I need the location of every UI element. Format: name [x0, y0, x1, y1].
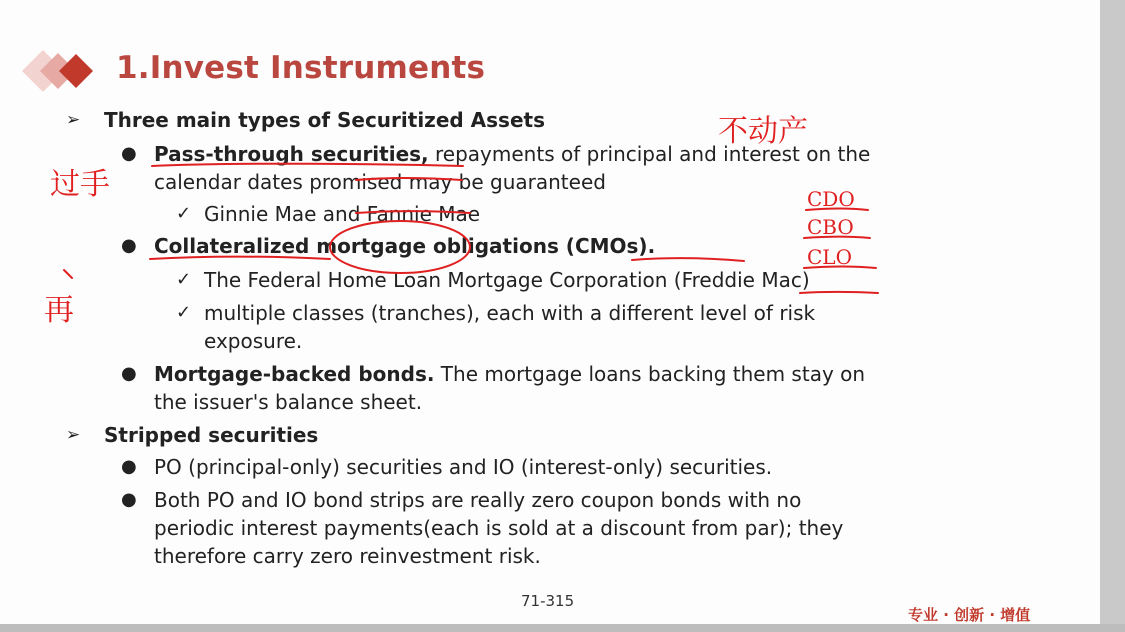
- section-heading: Stripped securities: [104, 423, 319, 447]
- bullet-term: Mortgage-backed bonds.: [154, 362, 435, 386]
- bullet-line: [154, 141, 870, 167]
- bullet-line: [154, 361, 865, 387]
- dot-bullet-icon: ●: [121, 489, 137, 510]
- note-pass-through: 过手: [50, 167, 110, 202]
- check-item: The Federal Home Loan Mortgage Corporation (Freddie Mac): [204, 268, 810, 292]
- check-item: Ginnie Mae and Fannie Mae: [204, 202, 481, 226]
- dot-bullet-icon: ●: [121, 235, 137, 256]
- note-cdo: CDO: [807, 187, 855, 211]
- bullet-text: The mortgage loans backing them stay on: [434, 362, 866, 386]
- dot-bullet-icon: ●: [121, 143, 137, 164]
- stack-rule-1: [806, 209, 868, 211]
- check-item: multiple classes (tranches), each with a different level of risk: [204, 301, 816, 325]
- bullet-text-cont: periodic interest payments(each is sold at a discount from par); they: [154, 516, 844, 540]
- page-number: 71-315: [521, 592, 575, 610]
- tick-mark: [64, 270, 72, 278]
- bullet-term: Pass-through securities,: [154, 142, 429, 166]
- note-cbo: CBO: [807, 215, 854, 239]
- bullet-text-cont: therefore carry zero reinvestment risk.: [154, 544, 541, 568]
- note-again: 再: [44, 293, 74, 328]
- note-real-estate: 不动产: [718, 114, 808, 149]
- title-diamond-icon: [22, 50, 112, 92]
- note-clo: CLO: [807, 245, 852, 269]
- brand-slogan: 专业 · 创新 · 增值: [908, 606, 1031, 624]
- check-bullet-icon: ✓: [176, 269, 192, 290]
- dot-bullet-icon: ●: [121, 456, 137, 477]
- check-item-cont: exposure.: [204, 329, 303, 353]
- bullet-text: Both PO and IO bond strips are really zero coupon bonds with no: [154, 488, 802, 512]
- section-heading: Three main types of Securitized Assets: [104, 108, 545, 132]
- check-bullet-icon: ✓: [176, 203, 192, 224]
- stack-rule-3: [804, 267, 876, 269]
- arrow-bullet-icon: ➢: [66, 425, 81, 445]
- bullet-text-cont: calendar dates promised may be guaranteed: [154, 170, 606, 194]
- bullet-term: Collateralized mortgage obligations (CMOs).: [154, 234, 656, 258]
- slide-title: 1.Invest Instruments: [116, 50, 486, 86]
- bullet-text-cont: the issuer's balance sheet.: [154, 390, 423, 414]
- check-bullet-icon: ✓: [176, 302, 192, 323]
- stack-rule-2: [804, 237, 870, 239]
- underline-freddie-mac: [800, 292, 878, 293]
- screen-edge-right: [1100, 0, 1125, 632]
- dot-bullet-icon: ●: [121, 363, 137, 384]
- bullet-text: repayments of principal and interest on the: [428, 142, 871, 166]
- bullet-text: PO (principal-only) securities and IO (interest-only) securities.: [154, 455, 773, 479]
- arrow-bullet-icon: ➢: [66, 110, 81, 130]
- screen-edge-bottom: [0, 624, 1125, 632]
